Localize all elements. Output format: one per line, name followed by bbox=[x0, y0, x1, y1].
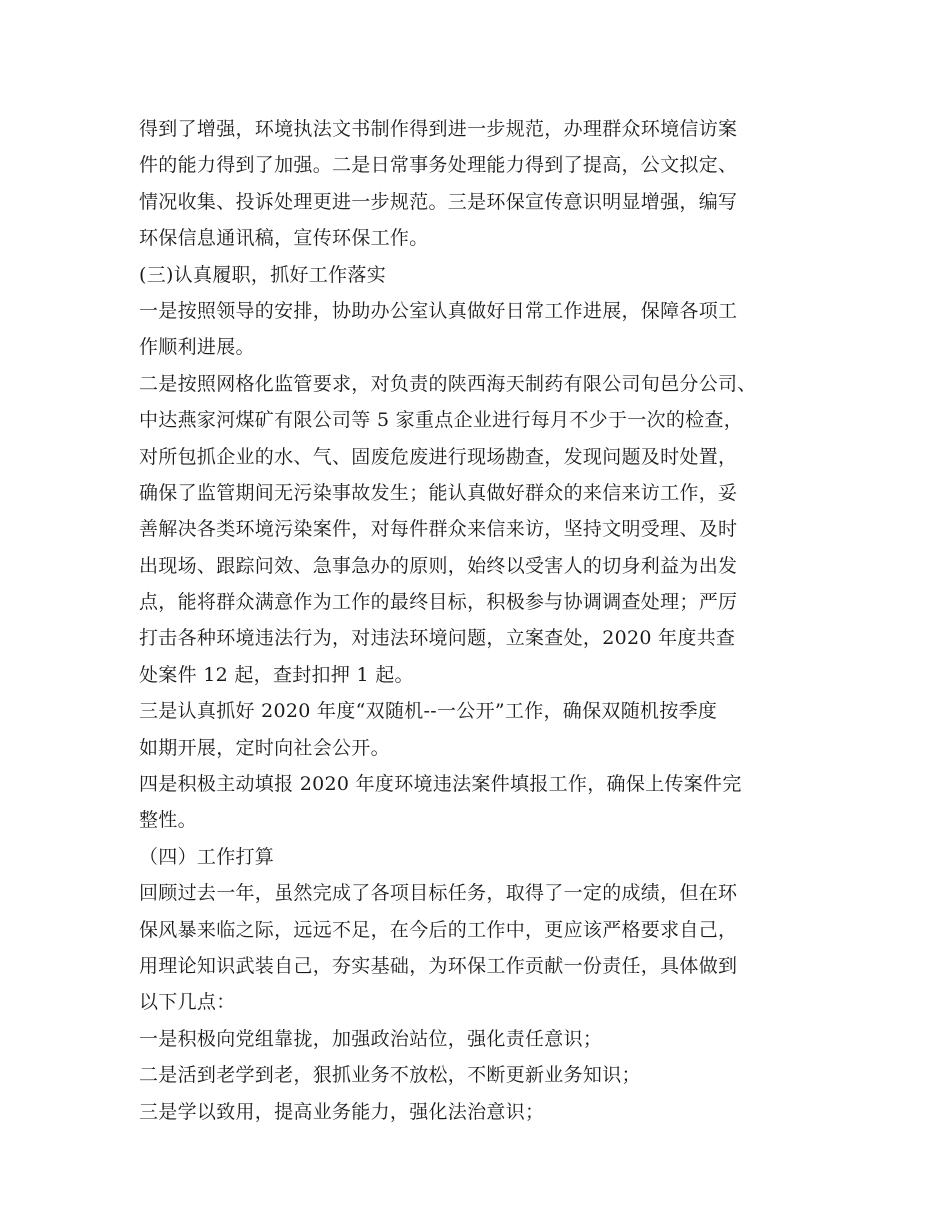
text-line: 点，能将群众满意作为工作的最终目标，积极参与协调调查处理；严厉 bbox=[139, 591, 738, 614]
text-line: 打击各种环境违法行为，对违法环境问题，立案查处，2020 年度共查 bbox=[139, 627, 736, 650]
section-heading: （四）工作打算 bbox=[139, 845, 275, 868]
text-line: 确保了监管期间无污染事故发生；能认真做好群众的来信来访工作，妥 bbox=[139, 481, 738, 504]
text-line: 用理论知识武装自己，夯实基础，为环保工作贡献一份责任，具体做到 bbox=[139, 954, 738, 977]
text-line: 整性。 bbox=[139, 809, 197, 832]
text-line: 处案件 12 起，查封扣押 1 起。 bbox=[139, 663, 414, 686]
text-line: 对所包抓企业的水、气、固废危废进行现场勘查，发现问题及时处置， bbox=[139, 445, 738, 468]
text-line: 得到了增强，环境执法文书制作得到进一步规范，办理群众环境信访案 bbox=[139, 118, 738, 140]
text-line: 善解决各类环境污染案件，对每件群众来信来访，坚持文明受理、及时 bbox=[139, 518, 738, 541]
text-line: 回顾过去一年，虽然完成了各项目标任务，取得了一定的成绩，但在环 bbox=[139, 882, 738, 905]
text-line: 四是积极主动填报 2020 年度环境违法案件填报工作，确保上传案件完 bbox=[139, 773, 742, 796]
text-line: 环保信息通讯稿，宣传环保工作。 bbox=[139, 227, 429, 250]
text-line: 保风暴来临之际，远远不足，在今后的工作中，更应该严格要求自己， bbox=[139, 918, 738, 941]
text-line: 一是按照领导的安排，协助办公室认真做好日常工作进展，保障各项工 bbox=[139, 299, 738, 322]
text-line: 作顺利进展。 bbox=[139, 336, 255, 359]
text-line: 一是积极向党组靠拢，加强政治站位，强化责任意识； bbox=[139, 1027, 603, 1050]
text-line: 件的能力得到了加强。二是日常事务处理能力得到了提高，公文拟定、 bbox=[139, 154, 738, 177]
section-heading: (三)认真履职，抓好工作落实 bbox=[139, 263, 387, 286]
text-line: 出现场、跟踪问效、急事急办的原则，始终以受害人的切身利益为出发 bbox=[139, 554, 738, 577]
text-line: 三是学以致用，提高业务能力，强化法治意识； bbox=[139, 1100, 545, 1123]
text-line: 二是活到老学到老，狠抓业务不放松，不断更新业务知识； bbox=[139, 1064, 641, 1087]
text-line: 以下几点： bbox=[139, 991, 236, 1014]
text-line: 如期开展，定时向社会公开。 bbox=[139, 736, 390, 759]
text-line: 二是按照网格化监管要求，对负责的陕西海天制药有限公司旬邑分公司、 bbox=[139, 372, 757, 395]
text-line: 中达燕家河煤矿有限公司等 5 家重点企业进行每月不少于一次的检查， bbox=[139, 409, 744, 432]
text-line: 三是认真抓好 2020 年度“双随机--一公开”工作，确保双随机按季度 bbox=[139, 700, 718, 723]
document-body bbox=[139, 111, 829, 1130]
text-line: 情况收集、投诉处理更进一步规范。三是环保宣传意识明显增强，编写 bbox=[139, 190, 738, 213]
